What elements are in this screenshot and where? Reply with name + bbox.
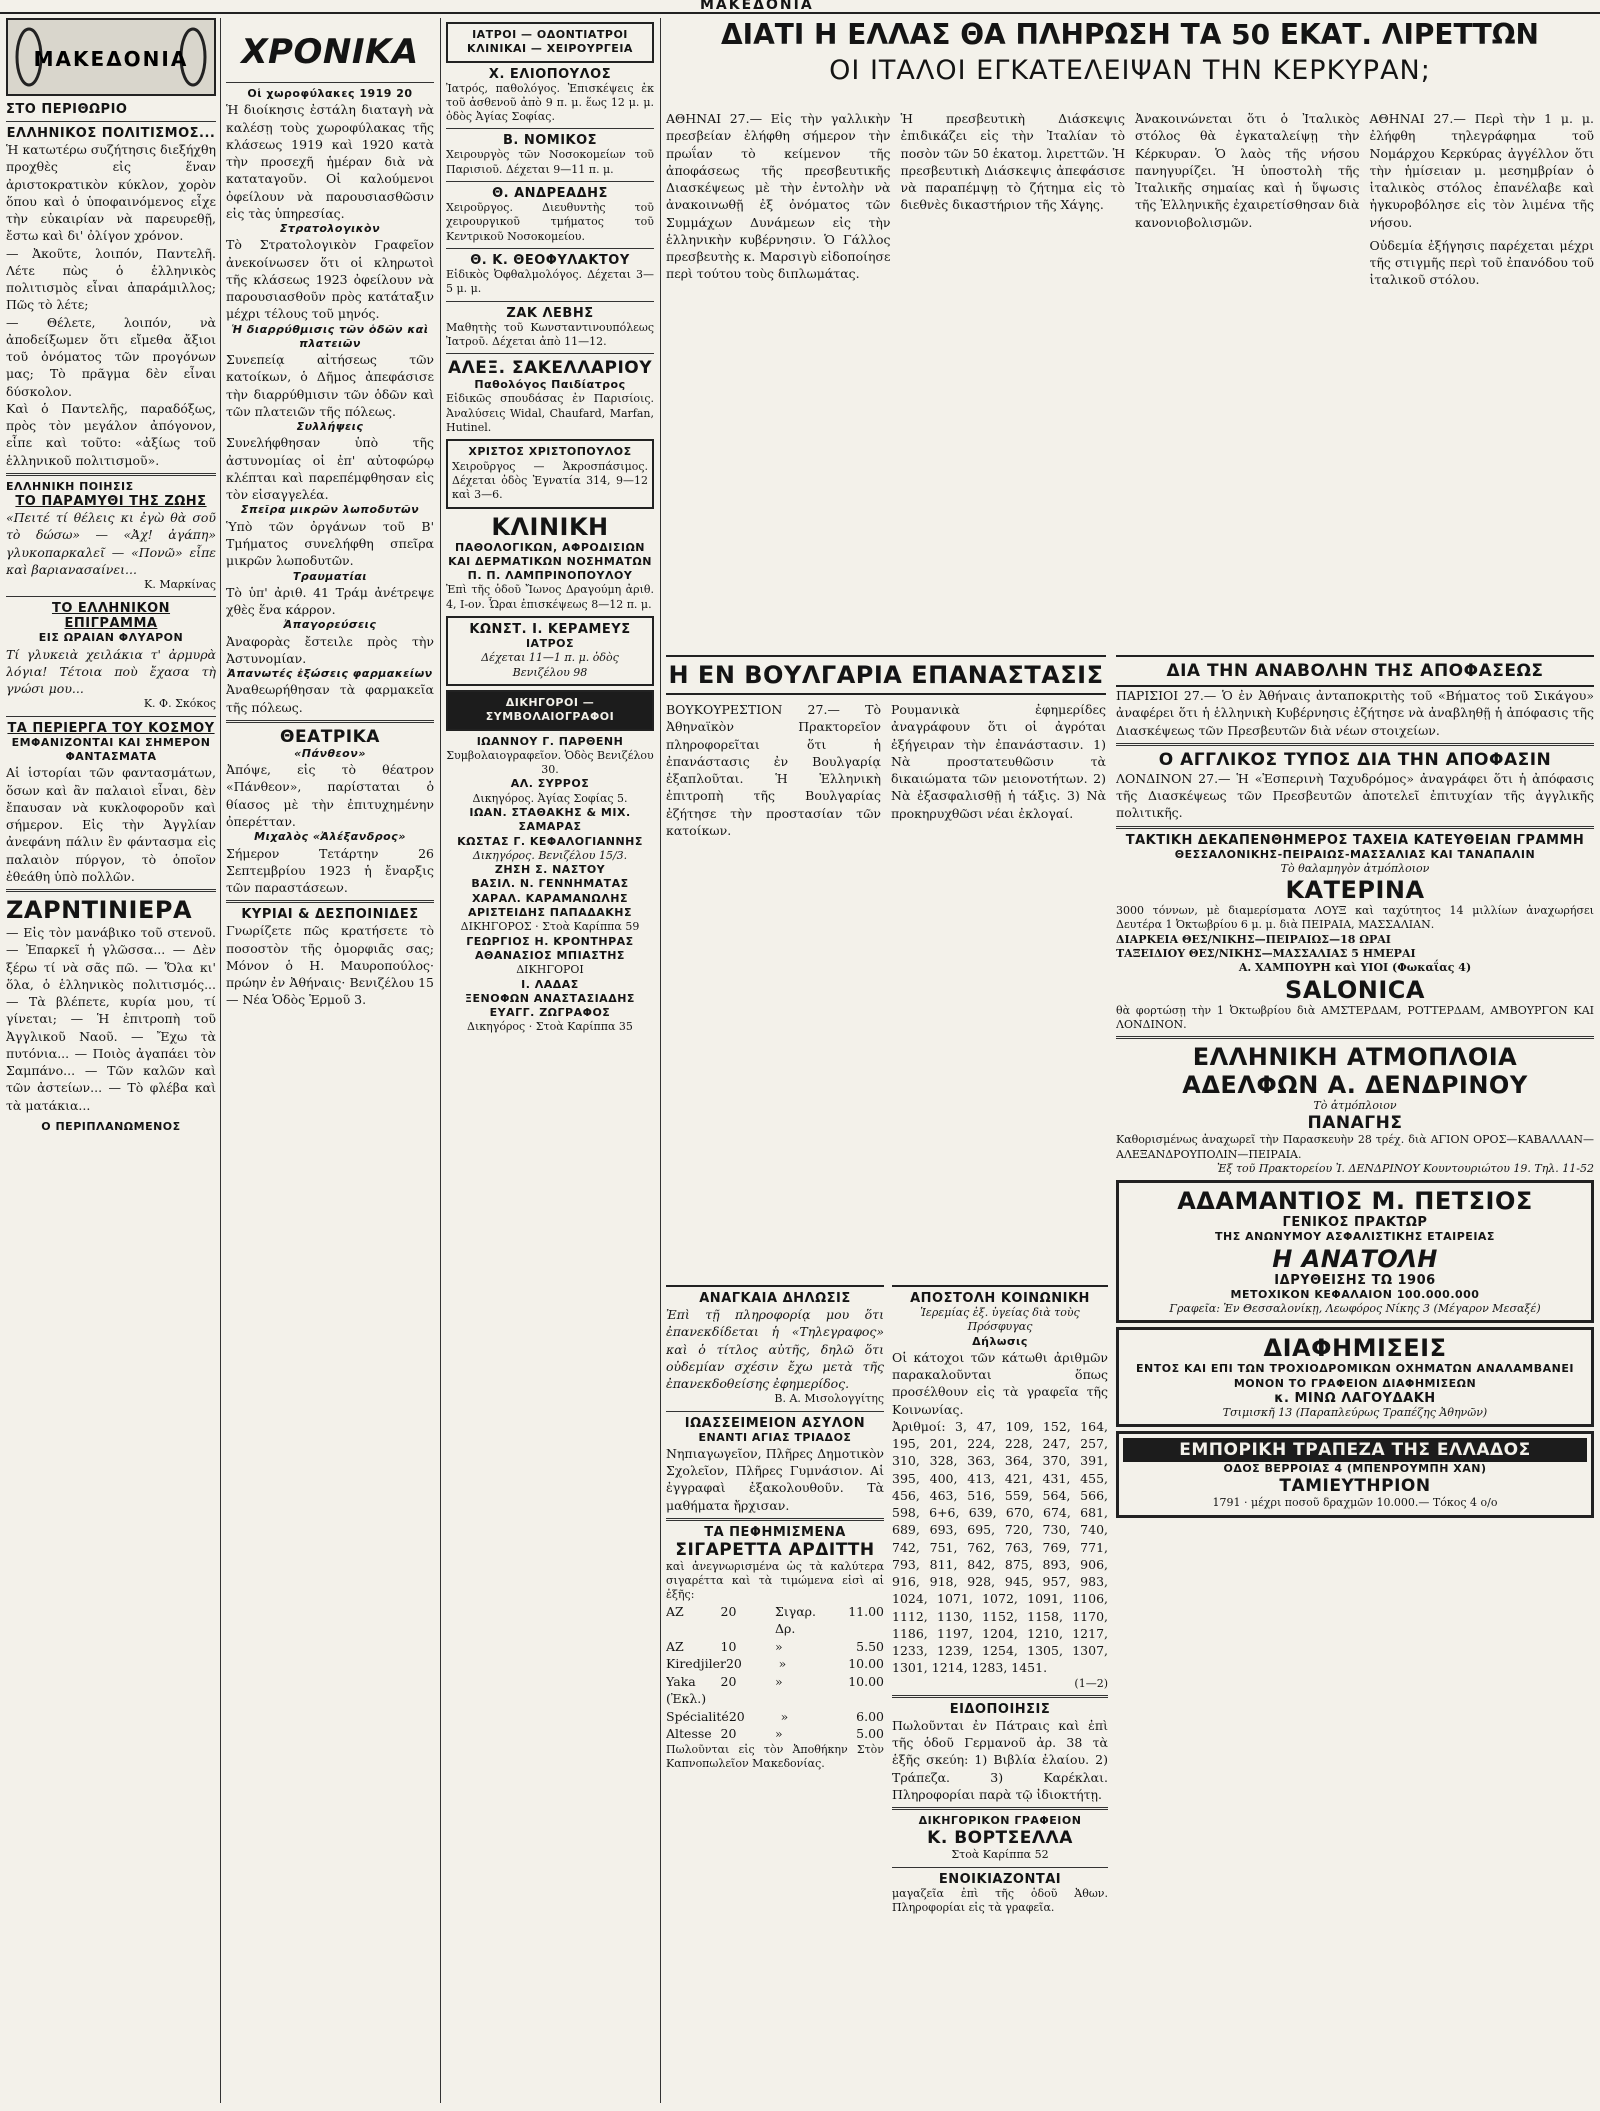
news-text: Ἀναθεωρήθησαν τὰ φαρμακεῖα τῆς πόλεως. — [226, 682, 434, 715]
ad-text: Γνωρίζετε πῶς κρατήσετε τὸ ποσοστὸν τῆς ὀμορφιᾶς σας; Μόνον ὁ Η. Μαυροπούλος· πρώην ἐν Ἀθήναις· Βενιζέλου 15 — Νέα Ὁδὸς Ἑρμοῦ 3. — [226, 923, 434, 1008]
news-heading: Στρατολογικὸν — [279, 222, 381, 236]
headline-2: ΟΙ ΙΤΑΛΟΙ ΕΓΚΑΤΕΛΕΙΨΑΝ ΤΗΝ ΚΕΡΚΥΡΑΝ; — [829, 55, 1431, 86]
ad-line: ΙΔΡΥΘΕΙΣΗΣ ΤΩ 1906 — [1274, 1272, 1436, 1288]
ad-text: 1791 · μέχρι ποσοῦ δραχμῶν 10.000.— Τόκος 4 ο/ο — [1212, 1496, 1498, 1510]
poem-author: Κ. Μαρκίνας — [144, 578, 216, 592]
column-rule — [660, 18, 661, 2103]
price-cell-name: ΑΖ — [666, 1638, 684, 1654]
ad-name: ΕΜΠΟΡΙΚΗ ΤΡΑΠΕΖΑ ΤΗΣ ΕΛΛΑΔΟΣ — [1123, 1438, 1587, 1462]
section-heading: ΕΛΛΗΝΙΚΗ ΠΟΙΗΣΙΣ — [6, 479, 134, 493]
article-heading: ΕΛΛΗΝΙΚΟΣ ΠΟΛΙΤΙΣΜΟΣ... — [6, 126, 216, 141]
news-heading: Ἀπανωτές ἐξώσεις φαρμακείων — [227, 667, 433, 681]
ad-name: ΒΑΣΙΛ. Ν. ΓΕΝΝΗΜΑΤΑΣ — [471, 877, 629, 891]
right-column — [1116, 655, 1594, 2095]
price-row — [666, 1638, 884, 1656]
poem-text: «Πειτέ τί θέλεις κι ἐγὼ θὰ σοῦ τὸ δώσω» — «Ἀχ! ἀγάπη» γλυκοπαρκαλεῖ — «Πονῶ» εἶπε καὶ βαριανασαίνει... — [6, 510, 216, 577]
column-text: — Εἰς τὸν μανάβικο τοῦ στενοῦ. — Ἐπαρκεῖ ἡ γλῶσσα... — Δὲν ξέρω τί νὰ σᾶς πῶ. — Ὅλα κι' ὅλα, ὁ ἑλληνικὸς πολιτισμός... — Τὰ βλέπετε, κυρία μου, τί γίνεται; — Ἡ ἐπιτροπὴ τοῦ Ἀγγλικοῦ Ναοῦ. — Ἔχω τὰ πυτόνια... — Ποιὸς ἀγαπάει τὸν Σαμπάνο... — Τῶν καλῶν καὶ τῶν ἀστείων... — Τὸ φλέβα καὶ τὰ ματάκια... — [6, 925, 216, 1113]
news-text: Ἀπόψε, εἰς τὸ θέατρον «Πάνθεον», παρίσταται ὁ θίασος μὲ τὴν ἐπιτυχημένην ὀπερέτταν. — [226, 762, 434, 829]
news-heading: Μιχαλὸς «Ἀλέξανδρος» — [254, 830, 406, 844]
price-row — [666, 1708, 884, 1726]
ad-heading: ΕΝΟΙΚΙΑΖΟΝΤΑΙ — [938, 1871, 1062, 1887]
news-heading: Ἀπαγορεύσεις — [283, 618, 377, 632]
lower-col-b — [892, 1285, 1108, 2095]
price-cell-unit: » — [775, 1726, 783, 1742]
clinic-doctor: Π. Π. ΛΑΜΠΡΙΝΟΠΟΥΛΟΥ — [467, 569, 633, 583]
shipping-heading: ΤΑΚΤΙΚΗ ΔΕΚΑΠΕΝΘΗΜΕΡΟΣ ΤΑΧΕΙΑ ΚΑΤΕΥΘΕΙΑΝ ΓΡΑΜΜΗ — [1125, 832, 1585, 848]
shipping-agent: Α. ΧΑΜΠΟΥΡΗ καὶ ΥΙΟΙ (Φωκαΐας 4) — [1238, 961, 1472, 975]
clinic-subtitle: ΠΑΘΟΛΟΓΙΚΩΝ, ΑΦΡΟΔΙΣΙΩΝ ΚΑΙ ΔΕΡΜΑΤΙΚΩΝ ΝΟΣΗΜΑΤΩΝ — [448, 540, 652, 568]
ad-text: καὶ ἀνεγνωρισμένα ὡς τὰ καλύτερα σιγαρέττα καὶ τὰ τιμώμενα εἰσὶ αἱ ἑξῆς: — [666, 1559, 884, 1602]
notice-heading: ΑΝΑΓΚΑΙΑ ΔΗΛΩΣΙΣ — [666, 1285, 884, 1306]
ad-text: Χειροῦργος — Ἀκροσπάσιμος. Δέχεται ὁδὸς Ἐγνατία 314, 9—12 καὶ 3—6. — [452, 459, 648, 502]
ad-name: ΙΩΑΝΝΟΥ Γ. ΠΑΡΘΕΝΗ — [476, 734, 624, 748]
article-heading: ΔΙΑ ΤΗΝ ΑΝΑΒΟΛΗΝ ΤΗΣ ΑΠΟΦΑΣΕΩΣ — [1116, 655, 1594, 687]
shipping-company: ΑΔΕΛΦΩΝ Α. ΔΕΝΔΡΙΝΟΥ — [1182, 1071, 1528, 1100]
ad-name: ΙΩΑΝ. ΣΤΑΘΑΚΗΣ & ΜΙΧ. ΣΑΜΑΡΑΣ — [469, 805, 631, 834]
price-cell-name: ΑΖ — [666, 1603, 684, 1619]
ad-text: ΔΙΚΗΓΟΡΟΣ · Στοὰ Καρίππα 59 — [460, 920, 640, 934]
news-text: Συνελήφθησαν ὑπὸ τῆς ἀστυνομίας οἱ ἐπ' αὐτοφώρῳ κλέπται καὶ παρεπέμφθησαν εἰς τὸν εἰσαγγελέα. — [226, 435, 434, 503]
notice-numbers: Ἀριθμοί: 3, 47, 109, 152, 164, 195, 201, 224, 228, 247, 257, 310, 328, 363, 364, 370, 391, 395, 400, 413, 421, 431, 455, 456, 463, 516, 559, 564, 566, 598, 6+6, 639, 670, 674, 681, 689, 693, 695, 720, 730, 740, 742, 751, 762, 763, 769, 771, 793, 811, 842, 875, 893, 906, 916, 918, 928, 945, 957, 983, 1024, 1071, 1072, 1091, 1106, 1112, 1130, 1152, 1158, 1170, 1186, 1197, 1204, 1210, 1217, 1233, 1239, 1254, 1305, 1307, 1301, 1214, 1283, 1451. — [892, 1418, 1108, 1676]
article-text: ΛΟΝΔΙΝΟΝ 27.— Ἡ «Ἑσπερινὴ Ταχυδρόμος» ἀναγράφει ὅτι ἡ ἀπόφασις τῆς Διασκέψεως τῶν Πρεσβευτῶν ἀποτελεῖ ἐπιτυχίαν τῆς ἀγγλικῆς πολιτικῆς. — [1116, 770, 1594, 821]
bulgaria-article — [666, 655, 1106, 1275]
ad-text: Δικηγόρος. Ἀγίας Σοφίας 5. — [472, 791, 628, 805]
cigarette-price-table — [666, 1603, 884, 1743]
ad-name: Κ. ΒΟΡΤΣΕΛΛΑ — [927, 1828, 1073, 1849]
ad-text: Μαθητὴς τοῦ Κωνσταντινουπόλεως Ἰατροῦ. Δέχεται ἀπὸ 11—12. — [446, 320, 654, 348]
news-text: Τὸ Στρατολογικὸν Γραφεῖον ἀνεκοίνωσεν ὅτι οἱ κληρωτοὶ τῆς κλάσεως 1923 ὀφείλουν νὰ παρουσιασθοῦν πρὸς κατάταξιν μέχρι τέλους τοῦ μηνός. — [226, 237, 434, 322]
ad-text: Χειρουργὸς τῶν Νοσοκομείων τοῦ Παρισιοῦ. Δέχεται 9—11 π. μ. — [446, 148, 654, 176]
article-text: — Θέλετε, λοιπόν, νὰ ἀποδείξωμεν ὅτι εἴμεθα ἄξιοι τοῦ ὀνόματος τῶν προγόνων μας; Τὸ πρᾶγμα δὲν εἶναι δύσκολον. — [6, 314, 216, 399]
price-cell-name: Spécialité — [666, 1708, 729, 1724]
lead-article-col — [1135, 110, 1360, 650]
news-text: Ἡ διοίκησις ἐστάλη διαταγὴ νὰ καλέσῃ τοὺς χωροφύλακας τῆς κλάσεως 1919 καὶ 1920 κατὰ τὴν προσεχῆ ἡμέραν διὰ νὰ καταταγοῦν. Οἱ καλούμενοι ὀφείλουν νὰ παρουσιασθῶσιν εἰς τὰς ὑπηρεσίας. — [226, 102, 434, 221]
ad-line: κ. ΜΙΝΩ ΛΑΓΟΥΔΑΚΗ — [1274, 1390, 1436, 1406]
ad-text: Χειροῦργος. Διευθυντὴς τοῦ χειρουργικοῦ τμήματος τοῦ Κεντρικοῦ Νοσοκομείου. — [446, 201, 654, 243]
article-text: Ρουμανικὰ ἐφημερίδες ἀναγράφουν ὅτι οἱ ἀγρόται ἐξήγειραν τὴν ἐπανάστασιν. 1) Νὰ προστατευθῶσιν τὰ δικαιώματα τῶν μειονοτήτων. 2) Νὰ ἐξασφαλισθῇ ἡ τάξις. 3) Νὰ προκηρυχθῶσι νέαι ἐκλογαί. — [891, 702, 1106, 821]
shipping-company: ΕΛΛΗΝΙΚΗ ΑΤΜΟΠΛΟΙΑ — [1192, 1043, 1518, 1072]
notice-subheading: Δήλωσις — [972, 1334, 1028, 1348]
section-heading: ΣΤΟ ΠΕΡΙΘΩΡΙΟ — [6, 102, 128, 117]
column-title: ΖΑΡΝΤΙΝΙΕΡΑ — [6, 896, 193, 925]
section-title: ΘΕΑΤΡΙΚΑ — [280, 726, 380, 747]
notice-end: (1—2) — [1074, 1676, 1108, 1690]
ad-subtitle: ΙΑΤΡΟΣ — [525, 637, 575, 651]
article-text: ΠΑΡΙΣΙΟΙ 27.— Ὁ ἐν Ἀθήναις ἀνταποκριτὴς τοῦ «Βήματος τοῦ Σικάγου» ἀναφέρει ὅτι ἡ ἑλληνικὴ Κυβέρνησις ἐζήτησε νὰ ἀναβληθῇ ἡ ἀπόφασις τῆς Διασκέψεως τῶν Πρεσβευτῶν διὰ νέων στοιχείων. — [1116, 688, 1594, 738]
price-row — [666, 1673, 884, 1708]
ad-heading: ΣΙΓΑΡΕΤΤΑ ΑΡΔΙΤΤΗ — [675, 1539, 875, 1560]
lead-article — [666, 110, 1594, 650]
ad-text: Δικηγόρος · Στοὰ Καρίππα 35 — [467, 1020, 633, 1034]
running-head-strip — [0, 0, 1600, 14]
ad-name: Β. ΝΟΜΙΚΟΣ — [502, 133, 598, 149]
article-text: Αἱ ἱστορίαι τῶν φαντασμάτων, ὅσων καὶ ἂν παλαιοὶ εἶναι, δὲν ἔπαυσαν νὰ κυκλοφοροῦν καὶ σήμερον. Εἰς τὴν Ἀγγλίαν ἀνεφάνη πάλιν ἓν φάντασμα εἰς παλαιὸν πύργον, τὸ ὁποῖον ἐθεάθη ὑπὸ πολλῶν. — [6, 765, 216, 884]
price-cell-qty: 20 — [728, 1708, 745, 1724]
article-subheading: ΕΜΦΑΝΙΖΟΝΤΑΙ ΚΑΙ ΣΗΜΕΡΟΝ ΦΑΝΤΑΣΜΑΤΑ — [11, 735, 211, 763]
column-2 — [226, 18, 434, 2103]
article-text: ΒΟΥΚΟΥΡΕΣΤΙΟΝ 27.— Τὸ Ἀθηναϊκὸν Πρακτορεῖον πληροφορεῖται ὅτι ἡ ἐπανάστασις ἐν Βουλγαρίᾳ ἐξαπλοῦται. Ἡ Ἑλληνικὴ ἐπιτροπὴ τῆς Βουλγαρίας ἐζήτησε τὴν προστασίαν τῶν κατοίκων. — [666, 702, 881, 838]
notice-heading: ΕΙΔΟΠΟΙΗΣΙΣ — [949, 1701, 1051, 1717]
price-cell-unit: » — [780, 1708, 789, 1724]
price-row — [666, 1725, 884, 1743]
epigram-text: Τί γλυκειὰ χειλάκια τ' ἀρμυρὰ λόγια! Τέτοια ποὺ ἔχασα τὴ γνώσι μου... — [6, 646, 216, 697]
price-cell-unit: » — [775, 1638, 783, 1654]
notice-text: Οἱ κάτοχοι τῶν κάτωθι ἀριθμῶν παρακαλοῦνται ὅπως προσέλθουν εἰς τὰ γραφεῖα τῆς Κοινωνίας. — [892, 1349, 1108, 1417]
article-text: Ἡ πρεσβευτικὴ Διάσκεψις ἐπιδικάζει εἰς τὴν Ἰταλίαν τὸ ποσὸν τῶν 50 ἑκατομ. λιρεττῶν. Ἡ πρεσβευτικὴ Διάσκεψις ἀπεφάσισε νὰ παραπέμψῃ τὸ ζήτημα εἰς τὸ διεθνὲς δικαστήριον τῆς Χάγης. — [900, 111, 1125, 213]
article-heading: ΤΑ ΠΕΡΙΕΡΓΑ ΤΟΥ ΚΟΣΜΟΥ — [7, 720, 215, 736]
ad-name: Θ. ΑΝΔΡΕΑΔΗΣ — [492, 186, 608, 202]
price-cell-name: Yaka (Ἐκλ.) — [666, 1673, 707, 1707]
column-1 — [6, 18, 216, 2103]
ad-name: ΑΛΕΞ. ΣΑΚΕΛΛΑΡΙΟΥ — [447, 358, 653, 379]
ad-name: ΚΩΝΣΤ. Ι. ΚΕΡΑΜΕΥΣ — [469, 622, 631, 638]
clinic-title: ΚΛΙΝΙΚΗ — [491, 512, 609, 541]
bank-ad — [1116, 1431, 1594, 1518]
laurel-emblem-icon — [11, 22, 211, 92]
news-heading: Ἡ διαρρύθμισις τῶν ὁδῶν καὶ πλατειῶν — [231, 322, 429, 350]
running-head: ΜΑΚΕΔΟΝΙΑ — [700, 0, 814, 13]
ad-line: ΤΗΣ ΑΝΩΝΥΜΟΥ ΑΣΦΑΛΙΣΤΙΚΗΣ ΕΤΑΙΡΕΙΑΣ — [1215, 1230, 1495, 1244]
price-cell-name: Altesse — [666, 1726, 712, 1742]
article-text: Καὶ ὁ Παντελῆς, παραδόξως, πρὸς τὸν μεγάλον ἀπόγονον, εἶπε καὶ τοῦτο: «ἀξίως τοῦ ἑλληνικοῦ πολιτισμοῦ». — [6, 400, 216, 468]
lead-article-col — [1370, 110, 1595, 650]
notice-heading: ΑΠΟΣΤΟΛΗ ΚΟΙΝΩΝΙΚΗ — [892, 1285, 1108, 1306]
ad-heading: ΚΥΡΙΑΙ & ΔΕΣΠΟΙΝΙΔΕΣ — [241, 907, 419, 923]
price-cell-name: Kiredjiler — [666, 1656, 726, 1672]
ad-name: ΖΑΚ ΛΕΒΗΣ — [506, 305, 594, 321]
price-cell-price: 10.00 — [848, 1656, 884, 1672]
price-cell-qty: 20 — [720, 1603, 737, 1619]
ad-name: ΕΥΑΓΓ. ΖΩΓΡΑΦΟΣ — [489, 1006, 611, 1020]
ad-name: ΖΗΣΗ Σ. ΝΑΣΤΟΥ — [494, 863, 606, 877]
school-heading: ΙΩΑΣΣΕΙΜΕΙΟΝ ΑΣΥΛΟΝ — [684, 1415, 866, 1431]
column-rule — [440, 18, 441, 2103]
chronicle-title: ΧΡΟΝΙΚΑ — [241, 32, 419, 72]
price-cell-price: 5.50 — [856, 1638, 884, 1654]
poem-heading: ΤΟ ΠΑΡΑΜΥΘΙ ΤΗΣ ΖΩΗΣ — [15, 494, 207, 510]
lower-col-a — [666, 1285, 884, 2095]
ad-name: ΚΩΣΤΑΣ Γ. ΚΕΦΑΛΟΓΙΑΝΝΗΣ — [457, 834, 643, 848]
article-text: — Ἀκοῦτε, λοιπόν, Παντελῆ. Λέτε πὼς ὁ ἑλληνικὸς πολιτισμὸς εἶναι ἀπαράμιλλος; Πῶς τὸ λέτε; — [6, 245, 216, 313]
ad-text: Εἰδικὸς Ὀφθαλμολόγος. Δέχεται 3—5 μ. μ. — [446, 267, 654, 296]
shipping-text: θὰ φορτώσῃ τὴν 1 Ὀκτωβρίου διὰ ΑΜΣΤΕΡΔΑΜ, ΡΟΤΤΕΡΔΑΜ, ΑΜΒΟΥΡΓΟΝ ΚΑΙ ΛΟΝΔΙΝΟΝ. — [1116, 1003, 1594, 1031]
news-heading: Οἱ χωροφύλακες 1919 20 — [247, 87, 413, 100]
price-cell-unit: » — [775, 1673, 783, 1689]
price-cell-price: 11.00 — [848, 1603, 884, 1619]
article-text: ΑΘΗΝΑΙ 27.— Περὶ τὴν 1 μ. μ. ἐλήφθη τηλεγράφημα τοῦ Νομάρχου Κερκύρας ἀγγέλλον ὅτι τὴν ἡμίσειαν μ. μεσημβρίαν ὁ ἰταλικὸς στόλος ἐπανέλαβε καὶ ἠγκυροβόλησε εἰς τὸν λιμένα τῆς νήσου. — [1369, 111, 1594, 230]
price-cell-qty: 20 — [720, 1726, 737, 1742]
shipping-text: ΔΙΑΡΚΕΙΑ ΘΕΣ/ΝΙΚΗΣ—ΠΕΙΡΑΙΩΣ—18 ΩΡΑΙ — [1116, 932, 1391, 946]
insurance-ad — [1116, 1180, 1594, 1323]
signature: Ο ΠΕΡΙΠΛΑΝΩΜΕΝΟΣ — [41, 1119, 181, 1133]
news-heading: «Πάνθεον» — [294, 746, 366, 760]
column-3-directory — [446, 18, 654, 2103]
ad-subtitle: Παθολόγος Παιδίατρος — [474, 378, 626, 392]
article-text: Ἀνακοινώνεται ὅτι ὁ Ἰταλικὸς στόλος θὰ ἐγκαταλείψῃ τὴν Κέρκυραν. Ὁ λαὸς τῆς νήσου πανηγυρίζει. Ἡ ὑποστολὴ τῆς Ἰταλικῆς σημαίας καὶ ἡ ὕψωσις τῆς Ἑλληνικῆς ἐχαιρετίσθησαν διὰ κανονιοβολισμῶν. — [1135, 111, 1360, 230]
ad-line: ΜΕΤΟΧΙΚΟΝ ΚΕΦΑΛΑΙΟΝ 100.000.000 — [1230, 1287, 1480, 1301]
news-text: Ἀναφορὰς ἔστειλε πρὸς τὴν Ἀστυνομίαν. — [226, 633, 434, 666]
notice-signature: Β. Α. Μισολογγίτης — [774, 1392, 884, 1406]
epigram-author: Κ. Φ. Σκόκος — [143, 697, 216, 711]
ad-line: ΟΔΟΣ ΒΕΡΡΟΙΑΣ 4 (ΜΠΕΝΡΟΥΜΠΗ ΧΑΝ) — [1223, 1462, 1487, 1476]
price-cell-price: 6.00 — [856, 1708, 884, 1724]
article-text: Οὐδεμία ἐξήγησις παρέχεται μέχρι τῆς στιγμῆς περὶ τοῦ ἐπανόδου τοῦ ἰταλικοῦ στόλου. — [1369, 237, 1594, 288]
main-headline-block — [666, 18, 1594, 86]
ad-text: Εἰδικῶς σπουδάσας ἐν Παρισίοις. Ἀναλύσεις Widal, Chaufard, Marfan, Hutinel. — [446, 392, 654, 435]
news-text: Σήμερον Τετάρτην 26 Σεπτεμβρίου 1923 ἡ ἔναρξις τῶν παραστάσεων. — [226, 845, 434, 896]
ad-text: Στοὰ Καρίππα 52 — [951, 1848, 1049, 1862]
ad-text: Γραφεῖα: Ἐν Θεσσαλονίκῃ, Λεωφόρος Νίκης 3 (Μέγαρον Μεσαξέ) — [1169, 1301, 1541, 1315]
notice-subheading: Ἱερεμίας ἐξ. ὑγείας διὰ τοὺς Πρόσφυγας — [920, 1306, 1080, 1334]
ad-text: Τσιμισκῆ 13 (Παραπλεύρως Τραπέζης Ἀθηνῶν) — [1222, 1405, 1488, 1419]
price-cell-qty: 10 — [720, 1638, 737, 1654]
price-cell-price: 5.00 — [856, 1726, 884, 1742]
shipping-intro: Τὸ ἀτμόπλοιον — [1313, 1099, 1397, 1113]
ad-name: Θ. Κ. ΘΕΟΦΥΛΑΚΤΟΥ — [470, 252, 630, 268]
ad-name: ΞΕΝΟΦΩΝ ΑΝΑΣΤΑΣΙΑΔΗΣ — [465, 991, 635, 1005]
advertising-ad — [1116, 1327, 1594, 1427]
ship-name: ΚΑΤΕΡΙΝΑ — [1285, 876, 1425, 905]
ad-line: ΕΝΤΟΣ ΚΑΙ ΕΠΙ ΤΩΝ ΤΡΟΧΙΟΔΡΟΜΙΚΩΝ ΟΧΗΜΑΤΩΝ ΑΝΑΛΑΜΒΑΝΕΙ ΜΟΝΟΝ ΤΟ ΓΡΑΦΕΙΟΝ ΔΙΑΦΗΜΙΣΕΩΝ — [1136, 1362, 1574, 1390]
ad-name: ΑΘΑΝΑΣΙΟΣ ΜΠΙΑΣΤΗΣ — [475, 948, 625, 962]
price-cell-qty: 20 — [725, 1656, 742, 1672]
ad-name: Ι. ΛΑΔΑΣ — [521, 977, 579, 991]
shipping-route: ΘΕΣΣΑΛΟΝΙΚΗΣ-ΠΕΙΡΑΙΩΣ-ΜΑΣΣΑΛΙΑΣ ΚΑΙ ΤΑΝΑΠΑΛΙΝ — [1174, 847, 1536, 861]
ad-name: ΑΛ. ΣΥΡΡΟΣ — [510, 777, 590, 791]
notice-text: Πωλοῦνται ἐν Πάτραις καὶ ἐπὶ τῆς ὁδοῦ Γερμανοῦ ἀρ. 38 τὰ ἑξῆς σκεύη: 1) Βιβλία ἐλαίου. 2) Τράπεζα. 3) Καρέκλαι. Πληροφορίαι παρὰ τῷ ἰδιοκτήτῃ. — [892, 1717, 1108, 1802]
masthead-logo — [6, 18, 216, 96]
ad-text: ΔΙΚΗΓΟΡΟΙ — [516, 963, 584, 977]
notice-text: Ἐπὶ τῇ πληροφορίᾳ μου ὅτι ἐπανεκδίδεται ἡ «Τηλεγραφος» καὶ ὁ τίτλος αὐτῆς, δηλῶ ὅτι οὐδεμίαν σχέσιν ἔχω μετὰ τῆς ἐπανεκδοθείσης ἐφημερίδος. — [666, 1307, 884, 1391]
directory-header: ΔΙΚΗΓΟΡΟΙ — ΣΥΜΒΟΛΑΙΟΓΡΑΦΟΙ — [446, 690, 654, 731]
ad-name: ΓΕΩΡΓΙΟΣ Η. ΚΡΟΝΤΗΡΑΣ — [466, 934, 634, 948]
article-text: ΑΘΗΝΑΙ 27.— Εἰς τὴν γαλλικὴν πρεσβείαν ἐλήφθη σήμερον τὴν πρωΐαν τὸ κείμενον τῆς ἀποφάσεως τῆς πρεσβευτικῆς Διασκέψεως μὲ τὴν ἐντολὴν νὰ ἀνακοινωθῇ ἐξ ὀνόματος τῶν Συμμάχων Δυνάμεων εἰς τὴν ἑλληνικὴν κυβέρνησιν. Ὁ Γάλλος πρεσβευτὴς κ. Μαρσιγὺ εἰδοποίησε περὶ τούτου τοὺς διπλωμάτας. — [666, 111, 891, 282]
epigram-subheading: ΕΙΣ ΩΡΑΙΑΝ ΦΛΥΑΡΟΝ — [38, 631, 184, 645]
headline-1: ΔΙΑΤΙ Η ΕΛΛΑΣ ΘΑ ΠΛΗΡΩΣΗ ΤΑ 50 ΕΚΑΤ. ΛΙΡΕΤΤΩΝ — [721, 18, 1539, 51]
ad-text: Δέχεται 11—1 π. μ. ὁδὸς Βενιζέλου 98 — [481, 651, 619, 679]
column-rule — [220, 18, 221, 2103]
ad-text: μαγαζεῖα ἐπὶ τῆς ὁδοῦ Ἀθων. Πληροφορίαι εἰς τὰ γραφεῖα. — [892, 1886, 1108, 1915]
article-heading: Ο ΑΓΓΛΙΚΟΣ ΤΥΠΟΣ ΔΙΑ ΤΗΝ ΑΠΟΦΑΣΙΝ — [1158, 749, 1552, 770]
price-cell-unit: Σιγαρ. Δρ. — [775, 1603, 816, 1637]
ad-text: Συμβολαιογραφεῖον. Ὁδὸς Βενιζέλου 30. — [446, 748, 654, 777]
ad-text: Ἰατρός, παθολόγος. Ἐπισκέψεις ἐκ τοῦ ἀσθενοῦ ἀπὸ 9 π. μ. ἕως 12 μ. μ. ὁδὸς Ἀγίας Σοφίας. — [446, 81, 654, 124]
ad-company: Η ΑΝΑΤΟΛΗ — [1272, 1244, 1438, 1273]
price-row — [666, 1655, 884, 1673]
ad-name: ΧΡΙΣΤΟΣ ΧΡΙΣΤΟΠΟΥΛΟΣ — [468, 445, 632, 459]
shipping-text: Καθορισμένως ἀναχωρεῖ τὴν Παρασκευὴν 28 τρέχ. διὰ ΑΓΙΟΝ ΟΡΟΣ—ΚΑΒΑΛΛΑΝ—ΑΛΕΞΑΝΔΡΟΥΠΟΛΙΝ—ΠΕΙΡΑΙΑ. — [1116, 1133, 1594, 1161]
ad-name: ΑΡΙΣΤΕΙΔΗΣ ΠΑΠΑΔΑΚΗΣ — [467, 906, 633, 920]
ad-name: ΑΔΑΜΑΝΤΙΟΣ Μ. ΠΕΤΣΙΟΣ — [1177, 1187, 1533, 1216]
ad-text: Ἐπὶ τῆς ὁδοῦ Ἴωνος Δραγούμη ἀριθ. 4, Ι-ον. Ὧραι ἐπισκέψεως 8—12 π. μ. — [446, 583, 654, 611]
shipping-text: 3000 τόννων, μὲ διαμερίσματα ΛΟΥΞ καὶ ταχύτητος 14 μιλλίων ἀναχωρήσει Δευτέρα 1 Ὀκτωβρίου 6 μ. μ. διὰ ΠΕΙΡΑΙΑ, ΜΑΣΣΑΛΙΑΝ. — [1116, 904, 1594, 932]
lead-article-col — [666, 110, 891, 650]
ad-text: Πωλοῦνται εἰς τὸν Ἀποθήκην Στὸν Καπνοπωλεῖον Μακεδονίας. — [666, 1742, 884, 1771]
price-cell-unit: » — [778, 1656, 787, 1672]
epigram-heading: ΤΟ ΕΛΛΗΝΙΚΟΝ ΕΠΙΓΡΑΜΜΑ — [51, 601, 171, 632]
ad-line: ΤΑΜΙΕΥΤΗΡΙΟΝ — [1279, 1476, 1431, 1497]
price-cell-price: 10.00 — [848, 1673, 884, 1689]
ship-name: ΠΑΝΑΓΗΣ — [1307, 1113, 1403, 1134]
shipping-agent: Ἐξ τοῦ Πρακτορείου Ἰ. ΔΕΝΔΡΙΝΟΥ Κουντουριώτου 19. Τηλ. 11-52 — [1217, 1162, 1594, 1176]
shipping-intro: Τὸ θαλαμηγὸν ἀτμόπλοιον — [1280, 861, 1430, 875]
news-text: Ὑπὸ τῶν ὀργάνων τοῦ Β' Τμήματος συνελήφθη σπεῖρα μικρῶν λωποδυτῶν. — [226, 518, 434, 569]
news-text: Συνεπείᾳ αἰτήσεως τῶν κατοίκων, ὁ Δῆμος ἀπεφάσισε τὴν διαρρύθμισιν τῶν ὁδῶν καὶ τῶν πλατειῶν τῆς πόλεως. — [226, 352, 434, 419]
school-text: Νηπιαγωγεῖον, Πλῆρες Δημοτικὸν Σχολεῖον, Πλῆρες Γυμνάσιον. Αἱ ἐγγραφαὶ ἐξακολουθοῦν. Τὰ μαθήματα ἤρχισαν. — [666, 1445, 884, 1513]
ad-name: Χ. ΕΛΙΟΠΟΥΛΟΣ — [488, 66, 612, 82]
news-text: Τὸ ὑπ' ἀριθ. 41 Τράμ ἀνέτρεψε χθὲς ἕνα κάρρον. — [226, 584, 434, 618]
news-heading: Σπεῖρα μικρῶν λωποδυτῶν — [240, 503, 420, 517]
directory-header: ΙΑΤΡΟΙ — ΟΔΟΝΤΙΑΤΡΟΙ ΚΛΙΝΙΚΑΙ — ΧΕΙΡΟΥΡΓΕΙΑ — [446, 22, 654, 63]
news-heading: Τραυματίαι — [292, 569, 368, 583]
ad-line: ΓΕΝΙΚΟΣ ΠΡΑΚΤΩΡ — [1282, 1215, 1428, 1231]
article-text: Ἡ κατωτέρω συζήτησις διεξήχθη προχθὲς εἰς ἕναν ἀριστοκρατικὸν κύκλον, χορὸν ὅπου καὶ ὁ ὑποφαινόμενος εἶχε τὴν εὐκαιρίαν νὰ παρευρεθῇ, ἔστω καὶ δι' ὀλίγον χρόνον. — [6, 142, 216, 244]
ad-heading: ΔΙΚΗΓΟΡΙΚΟΝ ΓΡΑΦΕΙΟΝ — [918, 1814, 1082, 1828]
ship-name: SALONICA — [1285, 975, 1425, 1004]
ad-name: ΔΙΑΦΗΜΙΣΕΙΣ — [1263, 1334, 1447, 1363]
price-row — [666, 1603, 884, 1638]
shipping-text: ΤΑΞΕΙΔΙΟΥ ΘΕΣ/ΝΙΚΗΣ—ΜΑΣΣΑΛΙΑΣ 5 ΗΜΕΡΑΙ — [1116, 946, 1416, 960]
price-cell-qty: 20 — [720, 1673, 737, 1689]
ad-heading: ΤΑ ΠΕΦΗΜΙΣΜΕΝΑ — [704, 1524, 846, 1540]
ad-text: Δικηγόρος. Βενιζέλου 15/3. — [472, 848, 628, 862]
bulgaria-headline: Η ΕΝ ΒΟΥΛΓΑΡΙΑ ΕΠΑΝΑΣΤΑΣΙΣ — [666, 655, 1106, 695]
news-heading: Συλλήψεις — [296, 420, 364, 434]
school-subheading: ΕΝΑΝΤΙ ΑΓΙΑΣ ΤΡΙΑΔΟΣ — [698, 1430, 852, 1444]
logo-text: ΜΑΚΕΔΟΝΙΑ — [33, 47, 189, 71]
ad-name: ΧΑΡΑΛ. ΚΑΡΑΜΑΝΩΛΗΣ — [472, 891, 628, 905]
lead-article-col — [901, 110, 1126, 650]
